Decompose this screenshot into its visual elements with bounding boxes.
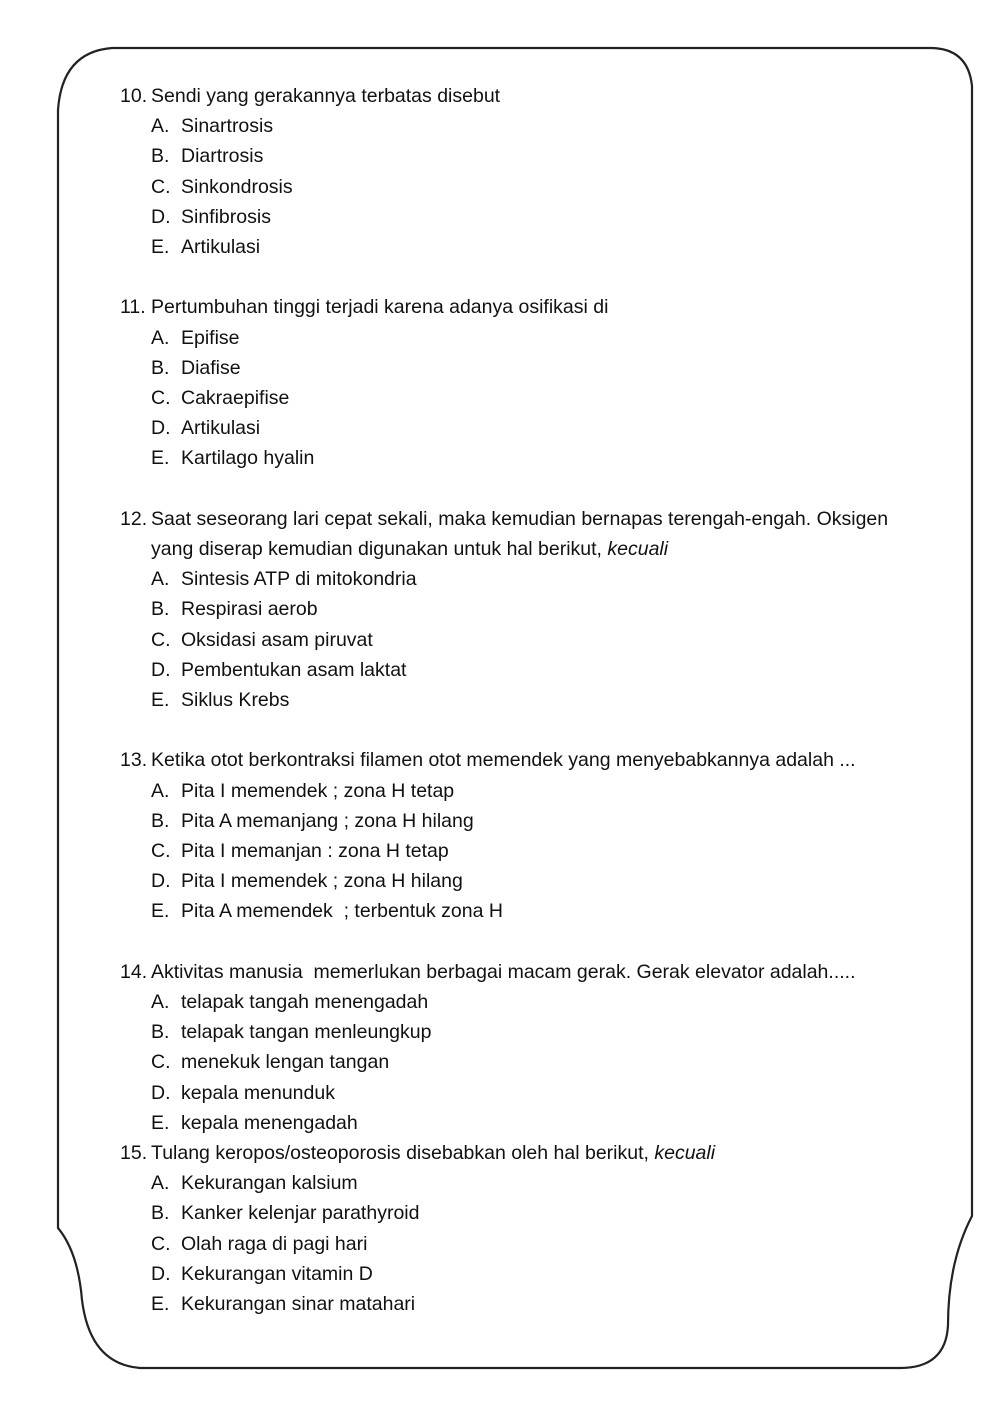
- option-letter: D.: [151, 1081, 171, 1104]
- option-letter: C.: [151, 1051, 171, 1074]
- option-letter: D.: [151, 417, 171, 440]
- question-11: [120, 292, 920, 473]
- option-letter: A.: [151, 991, 170, 1014]
- question-list: [120, 81, 920, 1319]
- option-b[interactable]: [120, 1017, 920, 1047]
- option-a[interactable]: [120, 1168, 920, 1198]
- question-12: [120, 504, 920, 715]
- option-text: Artikulasi: [181, 236, 261, 259]
- question-10: [120, 81, 920, 262]
- option-letter: A.: [151, 115, 170, 138]
- option-e[interactable]: [120, 685, 920, 715]
- question-14: [120, 957, 920, 1138]
- option-letter: B.: [151, 598, 170, 621]
- option-text: Kekurangan vitamin D: [181, 1262, 373, 1285]
- option-a[interactable]: [120, 776, 920, 806]
- option-e[interactable]: [120, 443, 920, 473]
- option-text: Siklus Krebs: [181, 689, 290, 712]
- question-number: 13.: [120, 749, 148, 772]
- option-b[interactable]: [120, 353, 920, 383]
- option-text: Sinkondrosis: [181, 175, 293, 198]
- option-letter: E.: [151, 236, 170, 259]
- option-text: Kekurangan sinar matahari: [181, 1293, 416, 1316]
- option-letter: E.: [151, 1111, 170, 1134]
- option-letter: D.: [151, 1262, 171, 1285]
- option-text: menekuk lengan tangan: [181, 1051, 390, 1074]
- option-letter: A.: [151, 779, 170, 802]
- spacer: [120, 715, 920, 745]
- option-e[interactable]: [120, 1108, 920, 1138]
- option-text: Kartilago hyalin: [181, 447, 315, 470]
- question-text: Ketika otot berkontraksi filamen otot memendek yang menyebabkannya adalah ...: [151, 749, 856, 772]
- option-d[interactable]: [120, 202, 920, 232]
- option-a[interactable]: [120, 987, 920, 1017]
- option-letter: A.: [151, 326, 170, 349]
- option-text: Kanker kelenjar parathyroid: [181, 1202, 420, 1225]
- option-a[interactable]: [120, 323, 920, 353]
- option-c[interactable]: [120, 172, 920, 202]
- option-text: Pita A memendek ; terbentuk zona H: [181, 900, 503, 923]
- option-e[interactable]: [120, 1289, 920, 1319]
- question-15: [120, 1138, 920, 1319]
- option-letter: C.: [151, 387, 171, 410]
- question-number: 14.: [120, 960, 148, 983]
- question-text: Tulang keropos/osteoporosis disebabkan oleh hal berikut, kecuali: [151, 1142, 716, 1165]
- option-letter: C.: [151, 840, 171, 863]
- option-text: Pembentukan asam laktat: [181, 658, 407, 681]
- question-text: Aktivitas manusia memerlukan berbagai macam gerak. Gerak elevator adalah.....: [151, 960, 856, 983]
- option-letter: B.: [151, 145, 170, 168]
- option-text: Pita A memanjang ; zona H hilang: [181, 809, 474, 832]
- option-c[interactable]: [120, 1229, 920, 1259]
- option-b[interactable]: [120, 1198, 920, 1228]
- question-text: Saat seseorang lari cepat sekali, maka kemudian bernapas terengah-engah. Oksigen yang diserap kemudian digunakan untuk hal berikut, kecuali: [151, 507, 889, 561]
- option-text: telapak tangah menengadah: [181, 991, 429, 1014]
- option-text: Diartrosis: [181, 145, 264, 168]
- option-text: Diafise: [181, 356, 241, 379]
- option-text: Sinartrosis: [181, 115, 274, 138]
- option-text: Respirasi aerob: [181, 598, 318, 621]
- option-letter: E.: [151, 900, 170, 923]
- option-text: Sinfibrosis: [181, 205, 271, 228]
- question-13: [120, 745, 920, 926]
- option-c[interactable]: [120, 383, 920, 413]
- option-text: Olah raga di pagi hari: [181, 1232, 368, 1255]
- option-text: Epifise: [181, 326, 240, 349]
- option-letter: B.: [151, 356, 170, 379]
- option-text: kepala menunduk: [181, 1081, 335, 1104]
- spacer: [120, 262, 920, 292]
- option-a[interactable]: [120, 564, 920, 594]
- option-text: Pita I memendek ; zona H hilang: [181, 870, 463, 893]
- option-b[interactable]: [120, 141, 920, 171]
- option-text: Pita I memanjan : zona H tetap: [181, 840, 449, 863]
- option-d[interactable]: [120, 655, 920, 685]
- option-letter: A.: [151, 1172, 170, 1195]
- option-letter: D.: [151, 870, 171, 893]
- option-d[interactable]: [120, 413, 920, 443]
- option-text: Sintesis ATP di mitokondria: [181, 568, 417, 591]
- option-text: Cakraepifise: [181, 387, 290, 410]
- option-letter: B.: [151, 809, 170, 832]
- option-d[interactable]: [120, 1259, 920, 1289]
- option-d[interactable]: [120, 866, 920, 896]
- question-text: Pertumbuhan tinggi terjadi karena adanya osifikasi di: [151, 296, 609, 319]
- option-letter: E.: [151, 447, 170, 470]
- option-e[interactable]: [120, 896, 920, 926]
- option-letter: B.: [151, 1202, 170, 1225]
- option-letter: D.: [151, 205, 171, 228]
- option-letter: D.: [151, 658, 171, 681]
- option-letter: E.: [151, 1293, 170, 1316]
- option-text: Artikulasi: [181, 417, 261, 440]
- option-d[interactable]: [120, 1078, 920, 1108]
- option-text: Oksidasi asam piruvat: [181, 628, 373, 651]
- question-text: Sendi yang gerakannya terbatas disebut: [151, 85, 501, 107]
- option-b[interactable]: [120, 806, 920, 836]
- option-c[interactable]: [120, 625, 920, 655]
- option-e[interactable]: [120, 232, 920, 262]
- option-letter: E.: [151, 689, 170, 712]
- question-number: 12.: [120, 507, 148, 530]
- option-letter: C.: [151, 1232, 171, 1255]
- question-number: 15.: [120, 1142, 148, 1165]
- option-letter: B.: [151, 1021, 170, 1044]
- option-letter: C.: [151, 175, 171, 198]
- option-text: Pita I memendek ; zona H tetap: [181, 779, 455, 802]
- option-text: Kekurangan kalsium: [181, 1172, 358, 1195]
- option-b[interactable]: [120, 594, 920, 624]
- option-text: telapak tangan menleungkup: [181, 1021, 432, 1044]
- question-number: 10.: [120, 85, 148, 107]
- option-letter: C.: [151, 628, 171, 651]
- option-c[interactable]: [120, 836, 920, 866]
- option-a[interactable]: [120, 111, 920, 141]
- question-number: 11.: [120, 296, 146, 319]
- spacer: [120, 927, 920, 957]
- option-text: kepala menengadah: [181, 1111, 358, 1134]
- spacer: [120, 474, 920, 504]
- option-c[interactable]: [120, 1047, 920, 1077]
- option-letter: A.: [151, 568, 170, 591]
